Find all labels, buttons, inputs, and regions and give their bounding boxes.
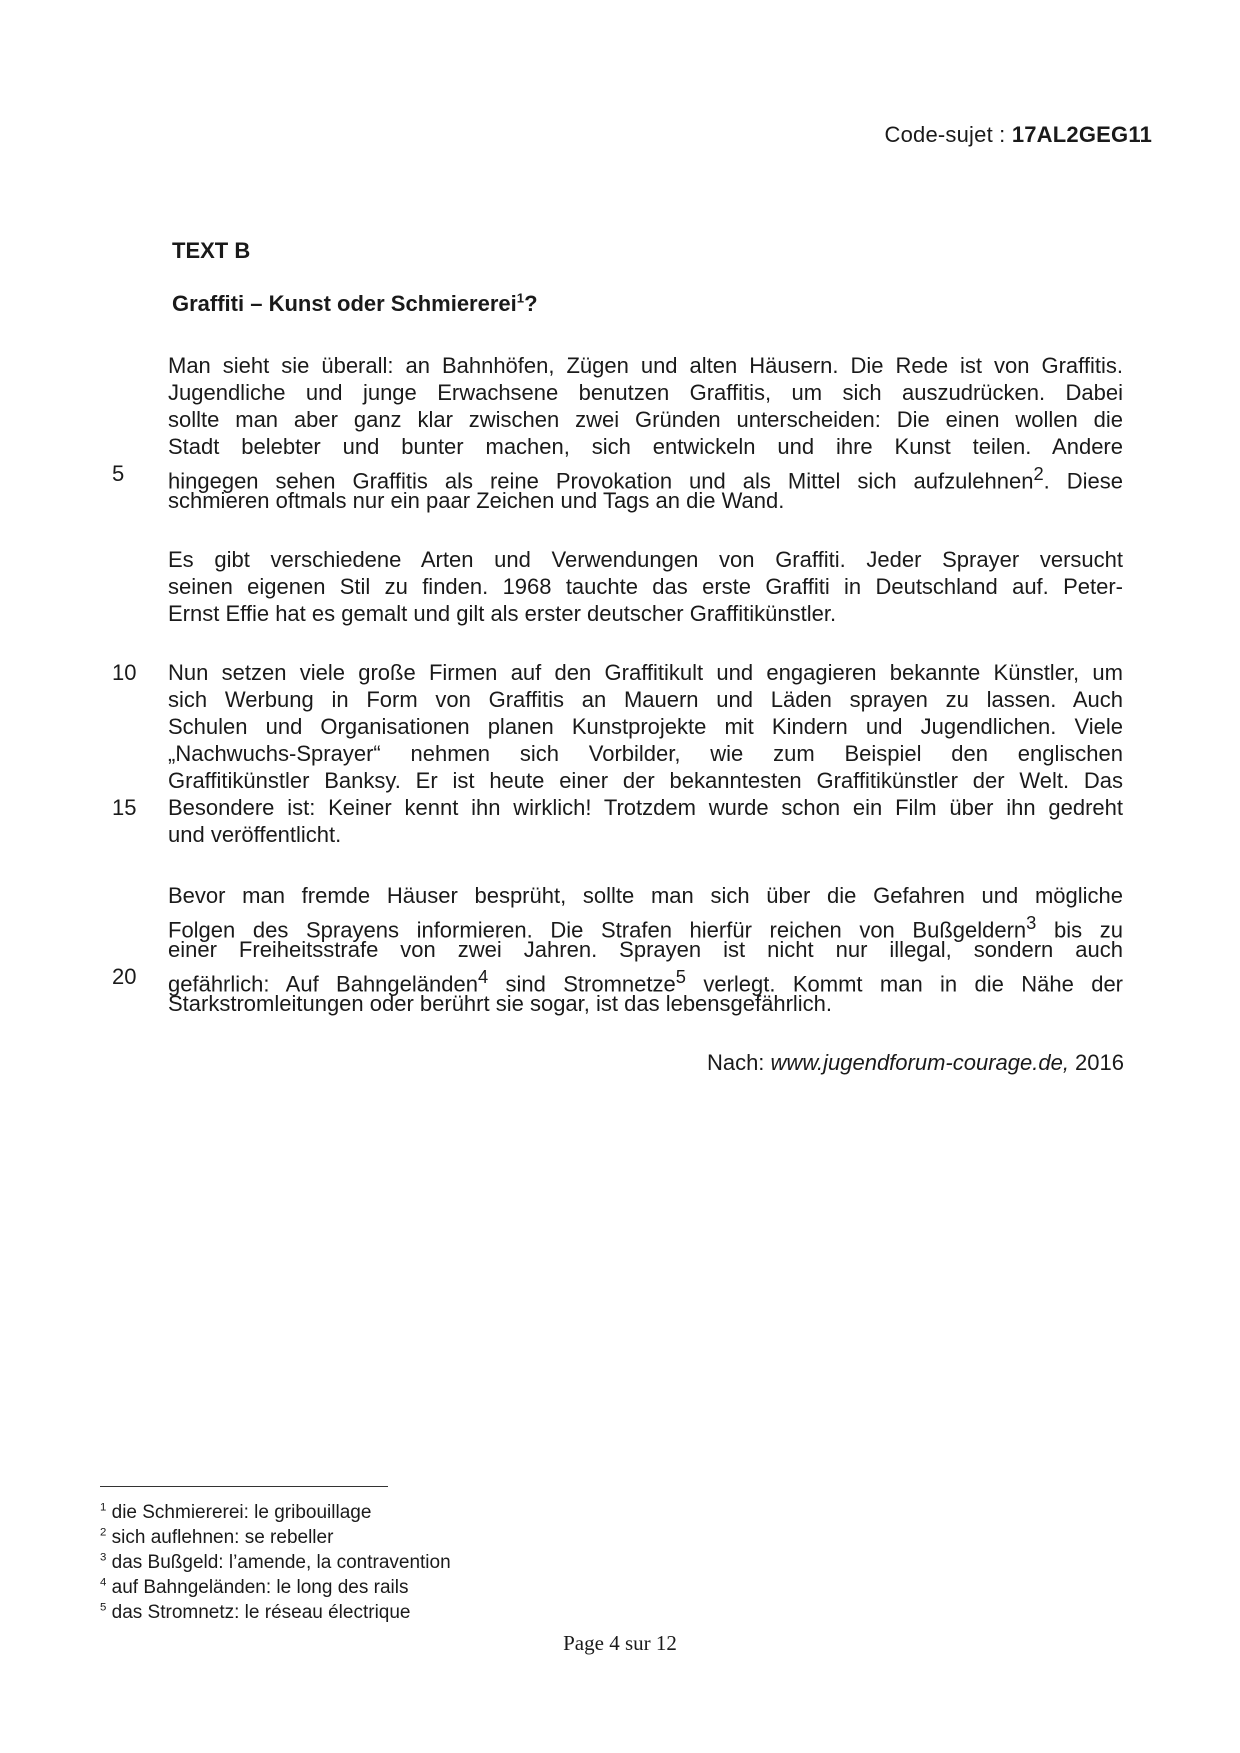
text-line: gefährlich: Auf Bahngeländen$^4$ sind Stromnetze$^5$ verlegt. Kommt man in die Nähe der — [168, 966, 1124, 997]
text-line: Starkstromleitungen oder berührt sie sogar, ist das lebensgefährlich. — [168, 991, 833, 1016]
text-line: Graffitikünstler Banksy. Er ist heute einer der bekanntesten Graffitikünstler der Welt. Das — [168, 768, 1123, 793]
text-line: Nun setzen viele große Firmen auf den Graffitikult und engagieren bekannte Künstler, um — [168, 660, 1123, 685]
footnote-ref: 5 — [675, 966, 686, 987]
footnote-ref: 1 — [516, 290, 525, 306]
footnote-ref: 4 — [477, 966, 489, 987]
footnote-divider — [100, 1486, 388, 1487]
text-line: hingegen sehen Graffitis als reine Provokation und als Mittel sich aufzulehnen$^2$. Diese — [168, 463, 1123, 494]
text-line: Ernst Effie hat es gemalt und gilt als erster deutscher Graffitikünstler. — [168, 601, 837, 626]
page-title: Graffiti – Kunst oder Schmiererei$^1$? — [172, 290, 538, 316]
text-line: Folgen des Sprayens informieren. Die Strafen hierfür reichen von Bußgeldern$^3$ bis zu — [168, 912, 1123, 943]
code-sujet-value: 17AL2GEG11 — [1011, 122, 1152, 147]
footnote: $^2$ sich auflehnen: se rebeller — [100, 1526, 334, 1548]
text-line: Bevor man fremde Häuser besprüht, sollte man sich über die Gefahren und mögliche — [168, 883, 1123, 908]
text-line: Es gibt verschiedene Arten und Verwendungen von Graffiti. Jeder Sprayer versucht — [168, 547, 1123, 572]
text-line: Stadt belebter und bunter machen, sich entwickeln und ihre Kunst teilen. Andere — [168, 434, 1123, 459]
line-number: 5 — [112, 461, 125, 486]
line-number: 15 — [112, 795, 137, 820]
footnote-ref: 2 — [1033, 463, 1044, 484]
footnote: $^3$ das Bußgeld: l’amende, la contravention — [100, 1551, 451, 1573]
footnotes — [100, 1500, 451, 1625]
text-line: seinen eigenen Stil zu finden. 1968 tauchte das erste Graffiti in Deutschland auf. Peter- — [168, 574, 1123, 599]
text-line: und veröffentlicht. — [168, 822, 342, 847]
text-line: „Nachwuchs-Sprayer“ nehmen sich Vorbilder, wie zum Beispiel den englischen — [168, 741, 1123, 766]
footnote: $^1$ die Schmiererei: le gribouillage — [100, 1501, 372, 1523]
footnote: $^4$ auf Bahngeländen: le long des rails — [100, 1576, 409, 1598]
page-number: Page 4 sur 12 — [563, 1631, 677, 1655]
code-sujet-label: Code-sujet : — [884, 122, 1012, 147]
source-citation: Nach: www.jugendforum-courage.de, 2016 — [706, 1050, 1124, 1075]
text-line: sich Werbung in Form von Graffitis an Mauern und Läden sprayen zu lassen. Auch — [168, 687, 1123, 712]
source-url: www.jugendforum-courage.de, — [770, 1050, 1069, 1075]
text-line: schmieren oftmals nur ein paar Zeichen und Tags an die Wand. — [168, 488, 785, 513]
text-line: Jugendliche und junge Erwachsene benutzen Graffitis, um sich auszudrücken. Dabei — [168, 380, 1123, 405]
text-line: Man sieht sie überall: an Bahnhöfen, Zügen und alten Häusern. Die Rede ist von Graffitis. — [168, 353, 1123, 378]
text-label: TEXT B — [172, 238, 251, 263]
code-sujet — [884, 122, 1152, 148]
text-line: Schulen und Organisationen planen Kunstprojekte mit Kindern und Jugendlichen. Viele — [168, 714, 1123, 739]
line-number: 10 — [112, 660, 137, 685]
text-line: sollte man aber ganz klar zwischen zwei Gründen unterscheiden: Die einen wollen die — [168, 407, 1123, 432]
line-number: 20 — [112, 964, 137, 989]
text-line: Besondere ist: Keiner kennt ihn wirklich! Trotzdem wurde schon ein Film über ihn gedreht — [168, 795, 1123, 820]
footnote: $^5$ das Stromnetz: le réseau électrique — [100, 1601, 411, 1623]
footnote-ref: 3 — [1026, 912, 1037, 933]
text-line: einer Freiheitsstrafe von zwei Jahren. Sprayen ist nicht nur illegal, sondern auch — [168, 937, 1123, 962]
